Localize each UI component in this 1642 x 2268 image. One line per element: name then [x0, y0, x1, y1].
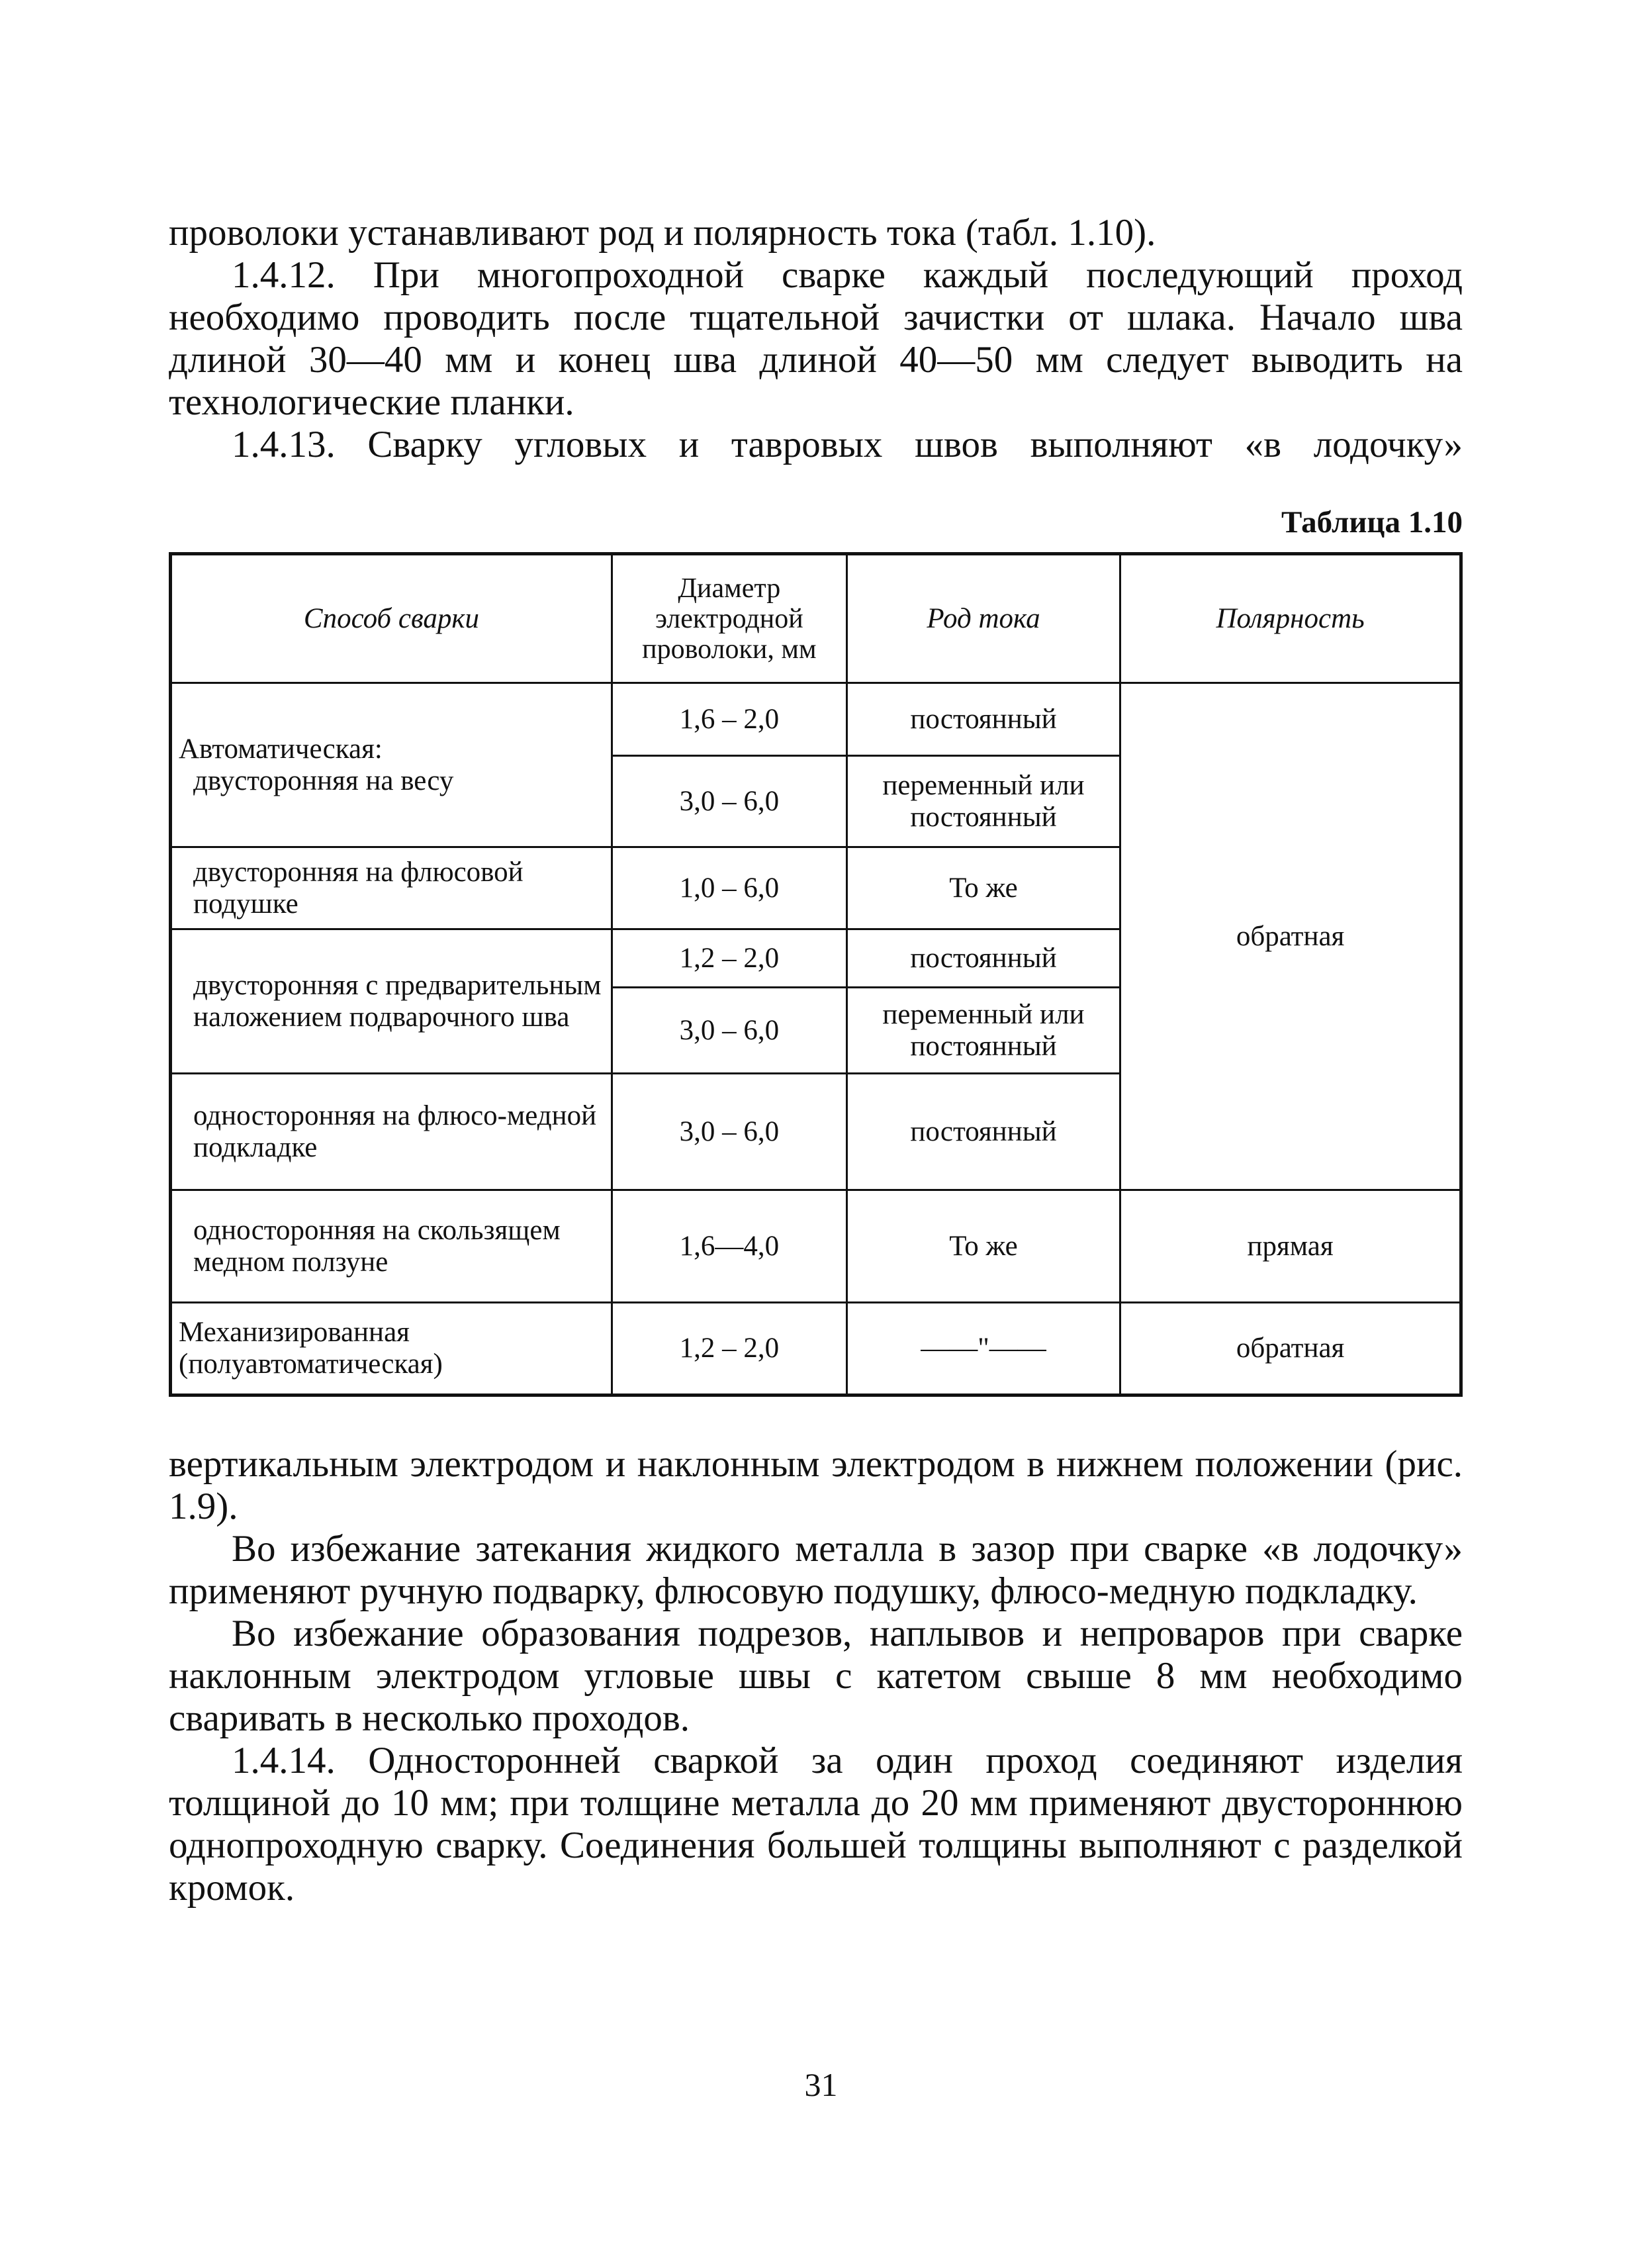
polarity-cell: обратная — [1120, 1303, 1461, 1395]
paragraph-continuation: вертикальным электродом и наклонным электродом в нижнем положении (рис. 1.9). — [169, 1443, 1463, 1527]
method-text: односторонняя на флюсо-медной подкладке — [193, 1100, 597, 1163]
method-text: двусторонняя с предварительным наложением подварочного шва — [193, 969, 602, 1033]
method-cell: Механизированная (полуавтоматическая) — [171, 1303, 612, 1395]
header-current: Род тока — [846, 554, 1120, 683]
current-cell: переменный или постоянный — [846, 756, 1120, 847]
page-number: 31 — [804, 2066, 838, 2103]
method-text: двусторонняя на флюсовой подушке — [193, 856, 524, 920]
page-content — [169, 212, 1463, 1909]
diameter-cell: 3,0 – 6,0 — [612, 988, 846, 1074]
current-cell: постоянный — [846, 929, 1120, 988]
current-cell: То же — [846, 847, 1120, 929]
diameter-cell: 1,6—4,0 — [612, 1190, 846, 1303]
header-polarity: Полярность — [1120, 554, 1461, 683]
diameter-cell: 3,0 – 6,0 — [612, 756, 846, 847]
method-cell — [171, 683, 612, 847]
table-row — [171, 683, 1461, 756]
welding-table — [169, 552, 1463, 1397]
method-text: односторонняя на скользящем медном ползуне — [193, 1214, 561, 1278]
diameter-cell: 1,2 – 2,0 — [612, 1303, 846, 1395]
paragraph-avoid-leak: Во избежание затекания жидкого металла в зазор при сварке «в лодочку» применяют ручную подварку, флюсовую подушку, флюсо-медную подкладку. — [169, 1528, 1463, 1612]
table-row — [171, 1303, 1461, 1395]
table-row — [171, 1190, 1461, 1303]
method-cell — [171, 847, 612, 929]
diameter-cell: 3,0 – 6,0 — [612, 1074, 846, 1190]
paragraph-avoid-undercut: Во избежание образования подрезов, наплывов и непроваров при сварке наклонным электродом угловые швы с катетом свыше 8 мм необходимо сваривать в несколько проходов. — [169, 1613, 1463, 1739]
current-cell: переменный или постоянный — [846, 988, 1120, 1074]
table-caption: Таблица 1.10 — [1281, 505, 1463, 540]
current-cell: То же — [846, 1190, 1120, 1303]
current-cell: постоянный — [846, 1074, 1120, 1190]
current-cell: ——"—— — [846, 1303, 1120, 1395]
current-cell: постоянный — [846, 683, 1120, 756]
table-header-row — [171, 554, 1461, 683]
diameter-cell: 1,6 – 2,0 — [612, 683, 846, 756]
diameter-cell: 1,0 – 6,0 — [612, 847, 846, 929]
diameter-cell: 1,2 – 2,0 — [612, 929, 846, 988]
paragraph-1-4-13: 1.4.13. Сварку угловых и тавровых швов выполняют «в лодочку» — [232, 424, 1463, 465]
polarity-cell: обратная — [1120, 683, 1461, 1190]
paragraph-1-4-12: 1.4.12. При многопроходной сварке каждый последующий проход необходимо проводить после тщательной зачистки от шлака. Начало шва длиной 30—40 мм и конец шва длиной 40—50 мм следует выводить на технологические планки. — [169, 254, 1463, 423]
intro-line: проволоки устанавливают род и полярность тока (табл. 1.10). — [169, 212, 1156, 254]
header-method: Способ сварки — [171, 554, 612, 683]
header-diameter: Диаметр электродной проволоки, мм — [612, 554, 846, 683]
paragraph-1-4-14: 1.4.14. Односторонней сваркой за один проход соединяют изделия толщиной до 10 мм; при толщине металла до 20 мм применяют двустороннюю однопроходную сварку. Соединения большей толщины выполняют с разделкой кромок. — [169, 1740, 1463, 1909]
method-cell — [171, 1074, 612, 1190]
auto-label: Автоматическая: — [179, 733, 383, 765]
polarity-cell: прямая — [1120, 1190, 1461, 1303]
method-cell — [171, 929, 612, 1074]
method-cell — [171, 1190, 612, 1303]
method-text: двусторонняя на весу — [193, 765, 454, 796]
